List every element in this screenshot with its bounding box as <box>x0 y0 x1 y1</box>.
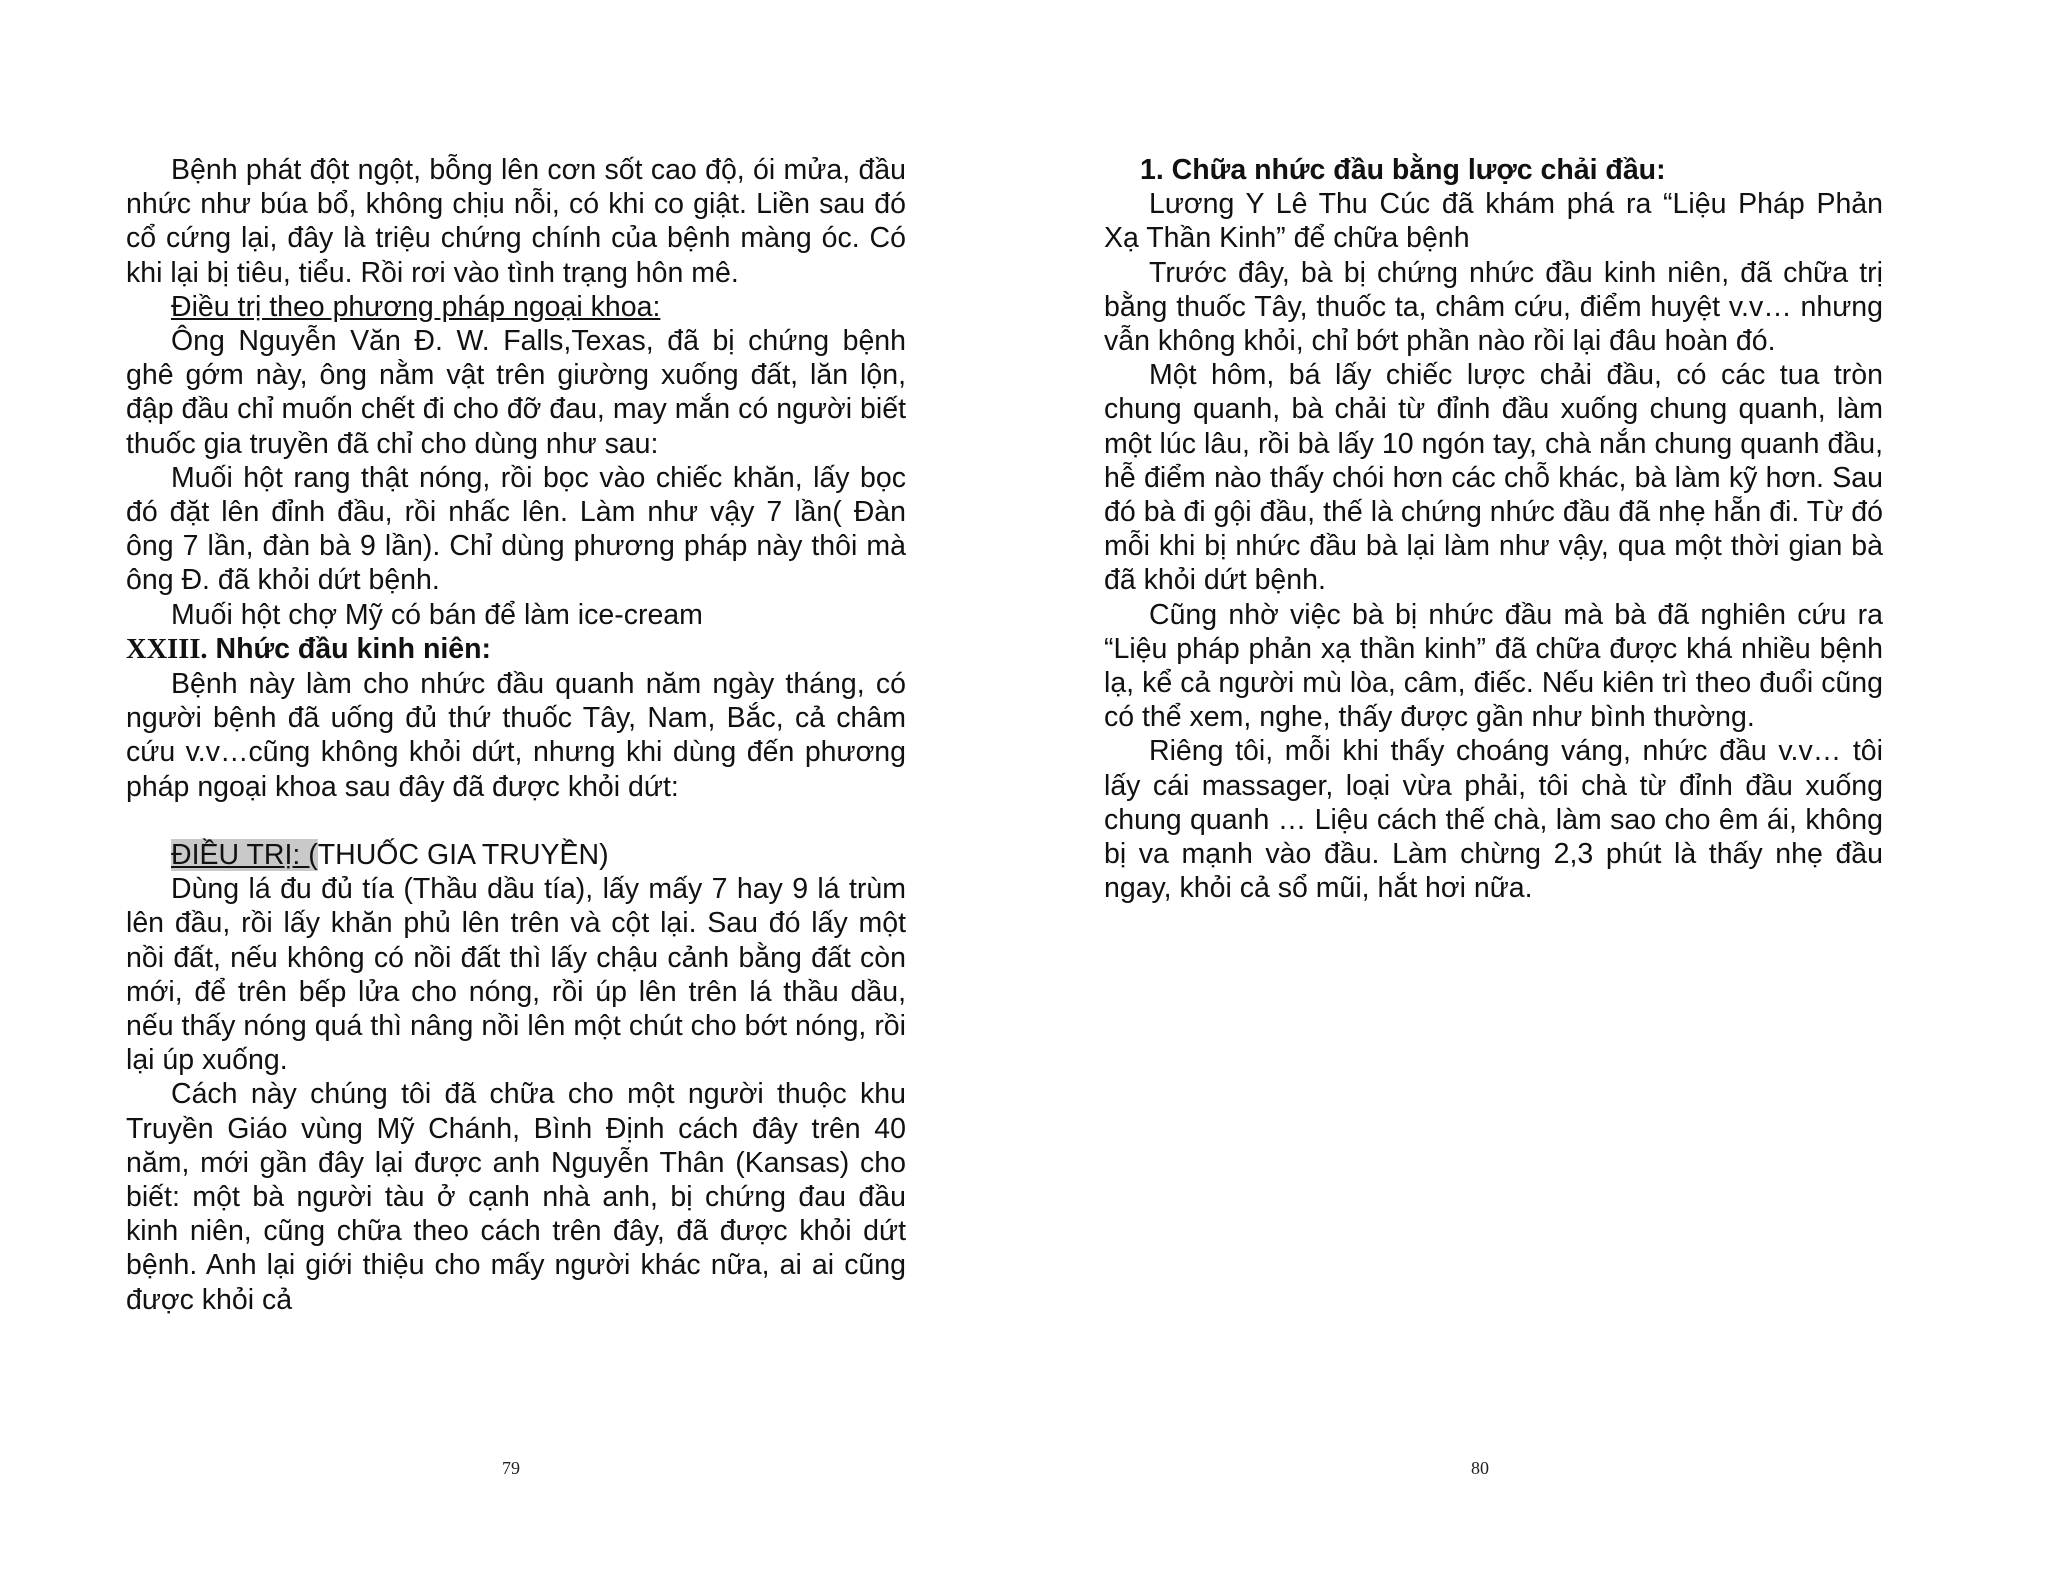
page-number-left: 79 <box>502 1458 520 1478</box>
paragraph: Dùng lá đu đủ tía (Thầu dầu tía), lấy mấy 7 hay 9 lá trùm lên đầu, rồi lấy khăn phủ lên trên và cột lại. Sau đó lấy một nồi đất, nếu không có nồi đất thì lấy chậu cảnh bằng đất còn mới, để trên bếp lửa cho nóng, rồi úp lên trên lá thầu dầu, nếu thấy nóng quá thì nâng nồi lên một chút cho bớt nóng, rồi lại úp xuống. <box>126 873 906 1077</box>
left-page <box>126 153 906 1317</box>
subheading <box>126 290 906 324</box>
paragraph: Cũng nhờ việc bà bị nhức đầu mà bà đã nghiên cứu ra “Liệu pháp phản xạ thần kinh” đã chữa được khá nhiều bệnh lạ, kể cả người mù lòa, câm, điếc. Nếu kiên trì theo đuổi cũng có thể xem, nghe, thấy được gần như bình thường. <box>1104 598 1883 734</box>
paragraph: Muối hột chợ Mỹ có bán để làm ice-cream <box>171 598 703 631</box>
paragraph: Trước đây, bà bị chứng nhức đầu kinh niên, đã chữa trị bằng thuốc Tây, thuốc ta, châm cứu, điểm huyệt v.v… nhưng vẫn không khỏi, chỉ bớt phần nào rồi lại đâu hoàn đó. <box>1104 256 1883 358</box>
blank-line <box>126 804 906 838</box>
section-title: Nhức đầu kinh niên: <box>207 632 492 665</box>
section-heading <box>126 632 906 667</box>
paragraph: Muối hột rang thật nóng, rồi bọc vào chiếc khăn, lấy bọc đó đặt lên đỉnh đầu, rồi nhấc lên. Làm như vậy 7 lần( Đàn ông 7 lần, đàn bà 9 lần). Chỉ dùng phương pháp này thôi mà ông Đ. đã khỏi dứt bệnh. <box>126 461 906 597</box>
treatment-label: ĐIỀU TRỊ: ( <box>171 839 318 872</box>
subheading-text: Điều trị theo phương pháp ngoại khoa: <box>171 290 661 323</box>
paragraph: Ông Nguyễn Văn Đ. W. Falls,Texas, đã bị chứng bệnh ghê gớm này, ông nằm vật trên giường xuống đất, lăn lộn, đập đầu chỉ muốn chết đi cho đỡ đau, may mắn có người biết thuốc gia truyền đã chỉ cho dùng như sau: <box>126 325 906 460</box>
paragraph: Bệnh này làm cho nhức đầu quanh năm ngày tháng, có người bệnh đã uống đủ thứ thuốc Tây, Nam, Bắc, cả châm cứu v.v…cũng không khỏi dứt, nhưng khi dùng đến phương pháp ngoại khoa sau đây đã được khỏi dứt: <box>126 668 906 803</box>
section-heading: 1. Chữa nhức đầu bằng lược chải đầu: <box>1140 154 1666 186</box>
right-page <box>1104 153 1883 905</box>
paragraph: Bệnh phát đột ngột, bỗng lên cơn sốt cao độ, ói mửa, đầu nhức như búa bổ, không chịu nỗi, có khi co giật. Liền sau đó cổ cứng lại, đây là triệu chứng chính của bệnh màng óc. Có khi lại bị tiêu, tiểu. Rồi rơi vào tình trạng hôn mê. <box>126 154 906 289</box>
page-number-right: 80 <box>1471 1458 1489 1478</box>
paragraph: Một hôm, bá lấy chiếc lược chải đầu, có các tua tròn chung quanh, bà chải từ đỉnh đầu xuống chung quanh, làm một lúc lâu, rồi bà lấy 10 ngón tay, chà nắn chung quanh đầu, hễ điểm nào thấy chói hơn các chỗ khác, bà làm kỹ hơn. Sau đó bà đi gội đầu, thế là chứng nhức đầu đã nhẹ hẵn đi. Từ đó mỗi khi bị nhức đầu bà lại làm như vậy, qua một thời gian bà đã khỏi dứt bệnh. <box>1104 359 1883 597</box>
paragraph: Riêng tôi, mỗi khi thấy choáng váng, nhức đầu v.v… tôi lấy cái massager, loại vừa phải, tôi chà từ đỉnh đầu xuống chung quanh … Liệu cách thế chà, làm sao cho êm ái, không bị va mạnh vào đầu. Làm chừng 2,3 phút là thấy nhẹ đầu ngay, khỏi cả sổ mũi, hắt hơi nữa. <box>1104 735 1883 905</box>
treatment-heading <box>126 838 906 872</box>
section-numeral: XXIII. <box>126 633 208 665</box>
treatment-subtitle: THUỐC GIA TRUYỀN) <box>317 839 609 872</box>
paragraph: Cách này chúng tôi đã chữa cho một người thuộc khu Truyền Giáo vùng Mỹ Chánh, Bình Định cách đây trên 40 năm, mới gần đây lại được anh Nguyễn Thân (Kansas) cho biết: một bà người tàu ở cạnh nhà anh, bị chứng đau đầu kinh niên, cũng chữa theo cách trên đây, đã được khỏi dứt bệnh. Anh lại giới thiệu cho mấy người khác nữa, ai ai cũng được khỏi cả <box>126 1078 906 1316</box>
paragraph: Lương Y Lê Thu Cúc đã khám phá ra “Liệu Pháp Phản Xạ Thần Kinh” để chữa bệnh <box>1104 188 1883 255</box>
